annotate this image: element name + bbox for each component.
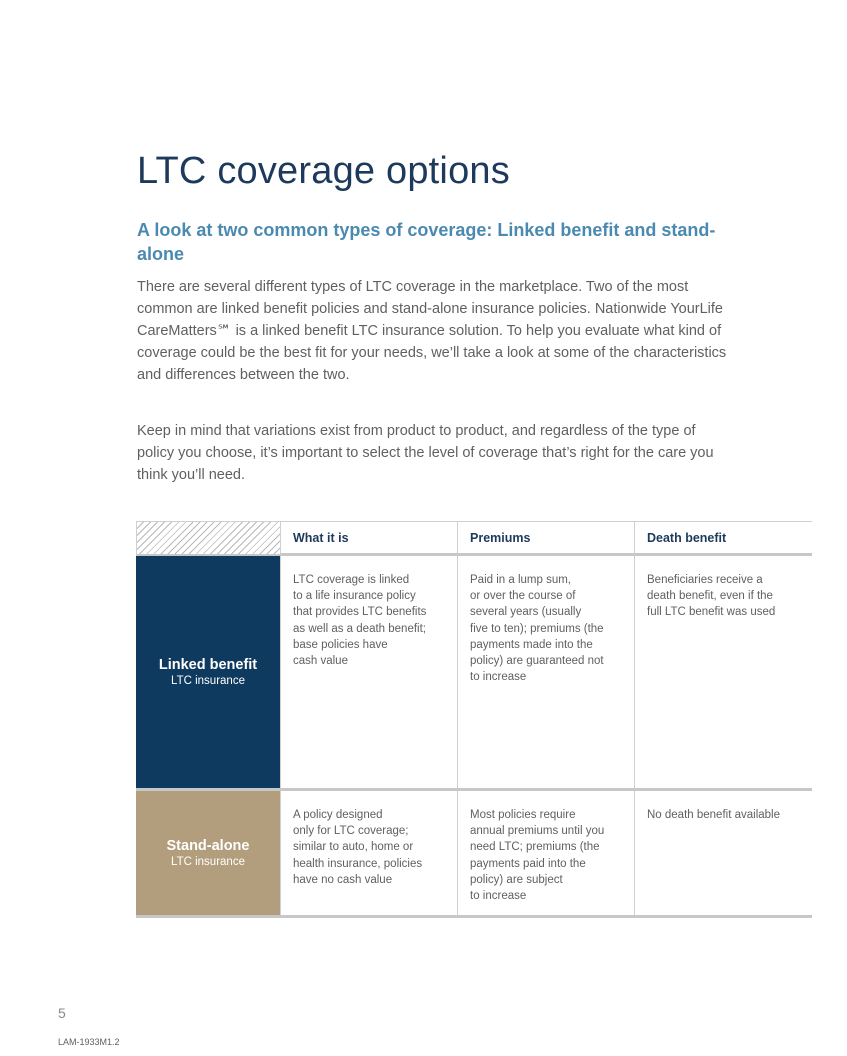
intro-paragraph: There are several different types of LTC coverage in the marketplace. Two of the most common are linked benefit policies and stand-alone insurance policies. Nationwide YourLife CareMatters℠ is a linked benefit LTC insurance solution. To help you evaluate what kind of coverage could be the best fit for your needs, we’ll take a look at some of the characteristics and differences between the two. [137,279,727,383]
hatch-corner-cell [136,522,280,557]
cell-line: Most policies require [470,809,576,821]
document-code: LAM-1933M1.2 [58,1037,120,1047]
cell-line: to increase [470,890,527,903]
cell-line: health insurance, policies [293,857,423,870]
cell-standalone-what-it-is [280,791,457,915]
page-title: LTC coverage options [137,150,510,192]
row-label-title: Stand-alone [166,837,250,854]
cell-linked-premiums [457,556,634,788]
cell-line: to increase [470,671,527,684]
cell-line: that provides LTC benefits [293,606,427,619]
cell-line: A policy designed [293,809,383,821]
row-label-stand-alone [136,791,280,915]
cell-standalone-premiums [457,791,634,915]
cell-linked-what-it-is [280,556,457,788]
cell-line: policy) are subject [470,873,563,886]
header-what-it-is: What it is [280,522,457,556]
row-label-subtitle: LTC insurance [171,855,245,868]
cell-line: five to ten); premiums (the [470,622,604,635]
table-header-row [136,521,812,556]
note-paragraph: Keep in mind that variations exist from product to product, and regardless of the type of policy you choose, it’s important to select the level of coverage that’s right for the care you think you’ll need. [137,423,714,483]
row-label-title: Linked benefit [158,656,258,673]
table-row-stand-alone [136,791,812,918]
cell-line: several years (usually [470,606,582,619]
cell-line: base policies have [293,638,388,651]
cell-line: cash value [293,655,348,668]
cell-line: need LTC; premiums (the [470,841,600,854]
header-premiums: Premiums [457,522,634,556]
cell-line: payments paid into the [470,857,586,870]
row-label-subtitle: LTC insurance [171,674,245,687]
page-number: 5 [58,1005,66,1021]
cell-line: similar to auto, home or [293,841,414,854]
section-subtitle: A look at two common types of coverage: Linked benefit and stand-alone [137,220,716,264]
cell-line: or over the course of [470,590,576,603]
cell-linked-death-benefit [634,556,812,788]
cell-line: as well as a death benefit; [293,622,426,635]
cell-line: have no cash value [293,873,393,886]
cell-line: death benefit, even if the [647,590,773,603]
row-label-linked-benefit [136,556,280,788]
cell-line: payments made into the [470,638,593,651]
coverage-comparison-table [136,521,812,918]
cell-standalone-death-benefit [634,791,812,915]
cell-line: annual premiums until you [470,825,605,838]
cell-line: Paid in a lump sum, [470,574,571,586]
cell-line: only for LTC coverage; [293,825,409,838]
table-row-linked-benefit [136,556,812,791]
cell-line: Beneficiaries receive a [647,574,763,586]
cell-line: policy) are guaranteed not [470,655,604,668]
cell-line: No death benefit available [647,809,780,821]
cell-line: full LTC benefit was used [647,606,776,619]
cell-line: LTC coverage is linked [293,574,410,586]
header-death-benefit: Death benefit [634,522,812,556]
cell-line: to a life insurance policy [293,590,416,603]
